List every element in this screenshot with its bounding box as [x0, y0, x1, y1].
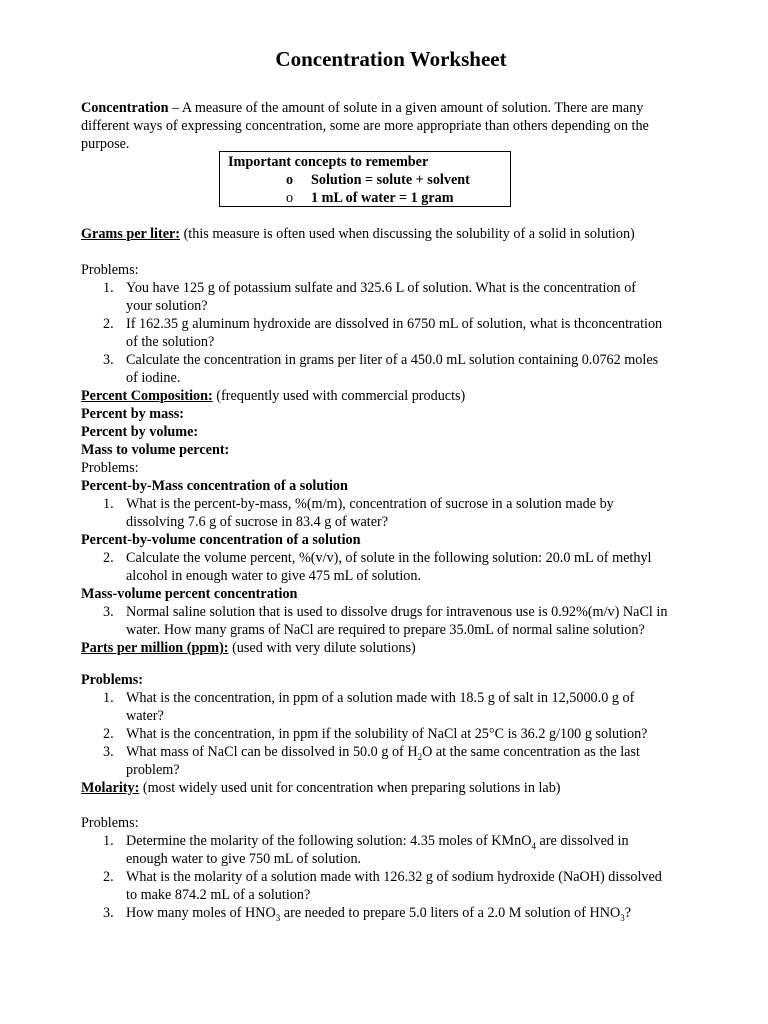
problems-label: Problems:	[81, 672, 143, 688]
list-item	[81, 832, 701, 868]
concept-text: 1 mL of water = 1 gram	[311, 190, 454, 206]
problem-list	[81, 832, 701, 922]
percent-composition-heading: Percent Composition:	[81, 388, 213, 404]
item-text	[126, 743, 701, 761]
text-segment: O at the same concentration as the last	[422, 744, 640, 760]
intro-line-3: purpose.	[81, 136, 130, 152]
item-number: 1.	[103, 496, 114, 512]
list-item	[81, 351, 701, 387]
item-text	[126, 904, 701, 922]
list-item	[81, 603, 701, 639]
list-item	[81, 743, 701, 779]
concept-item	[228, 171, 502, 189]
percent-by-volume-label: Percent by volume:	[81, 424, 199, 440]
grams-per-liter-heading: Grams per liter:	[81, 226, 181, 242]
item-text: problem?	[126, 762, 180, 778]
item-number: 2.	[103, 550, 114, 566]
bullet-marker: o	[286, 172, 294, 188]
problem-list	[81, 603, 701, 639]
text-segment: ?	[624, 905, 632, 921]
list-item	[81, 689, 701, 725]
text-segment: What mass of NaCl can be dissolved in 50.0 g of H	[126, 744, 418, 760]
grams-per-liter-section	[81, 261, 701, 657]
problem-list	[81, 495, 701, 531]
list-item	[81, 904, 701, 922]
item-number: 2.	[103, 726, 114, 742]
concept-text: Solution = solute + solvent	[311, 172, 470, 188]
intro-line-1: – A measure of the amount of solute in a given amount of solution. There are many	[168, 100, 644, 116]
item-text: You have 125 g of potassium sulfate and 325.6 L of solution. What is the concentration of	[126, 280, 637, 296]
item-text: of the solution?	[126, 334, 215, 350]
problems-label: Problems:	[81, 815, 139, 831]
list-item	[81, 495, 701, 531]
subheading: Mass-volume percent concentration	[81, 586, 298, 602]
list-item	[81, 279, 701, 315]
item-text: Normal saline solution that is used to dissolve drugs for intravenous use is 0.92%(m/v) NaCl in	[126, 604, 668, 620]
bullet-marker: o	[286, 190, 294, 206]
subscript: 2	[417, 751, 423, 762]
item-text: to make 874.2 mL of a solution?	[126, 887, 311, 903]
intro-line-2: different ways of expressing concentration, some are more appropriate than others depending on the	[81, 118, 649, 134]
problem-list	[81, 549, 701, 585]
molarity-desc: (most widely used unit for concentration when preparing solutions in lab)	[139, 780, 561, 796]
concepts-box	[219, 151, 511, 207]
ppm-section	[81, 671, 701, 797]
list-item	[81, 315, 701, 351]
item-number: 2.	[103, 869, 114, 885]
text-segment: Determine the molarity of the following solution: 4.35 moles of KMnO	[126, 833, 532, 849]
percent-composition-desc: (frequently used with commercial products)	[212, 388, 466, 404]
page-title: Concentration Worksheet	[275, 47, 507, 71]
item-number: 3.	[103, 352, 114, 368]
item-text: What is the molarity of a solution made with 126.32 g of sodium hydroxide (NaOH) dissolved	[126, 869, 662, 885]
item-number: 1.	[103, 280, 114, 296]
intro-term: Concentration	[81, 100, 169, 116]
problem-list	[81, 279, 701, 387]
item-text: What is the concentration, in ppm of a solution made with 18.5 g of salt in 12,5000.0 g of	[126, 690, 635, 706]
subscript: 3	[275, 912, 281, 923]
problem-list	[81, 689, 701, 779]
item-text: Calculate the concentration in grams per liter of a 450.0 mL solution containing 0.0762 moles	[126, 352, 659, 368]
item-text: water?	[126, 708, 164, 724]
list-item	[81, 725, 701, 743]
molarity-section	[81, 814, 701, 922]
item-text: enough water to give 750 mL of solution.	[126, 851, 362, 867]
item-text: What is the percent-by-mass, %(m/m), concentration of sucrose in a solution made by	[126, 496, 614, 512]
problems-label: Problems:	[81, 460, 139, 476]
item-text: of iodine.	[126, 370, 181, 386]
text-segment: are needed to prepare 5.0 liters of a 2.0 M solution of HNO	[280, 905, 621, 921]
item-number: 3.	[103, 604, 114, 620]
item-text: What is the concentration, in ppm if the solubility of NaCl at 25°C is 36.2 g/100 g solution?	[126, 726, 648, 742]
item-number: 1.	[103, 690, 114, 706]
concept-item	[228, 189, 502, 207]
subheading: Percent-by-Mass concentration of a solution	[81, 478, 348, 494]
grams-per-liter-heading-line	[81, 225, 701, 243]
molarity-heading: Molarity:	[81, 780, 140, 796]
item-number: 1.	[103, 833, 114, 849]
item-number: 3.	[103, 905, 114, 921]
item-text: your solution?	[126, 298, 208, 314]
ppm-heading: Parts per million (ppm):	[81, 640, 229, 656]
concepts-heading: Important concepts to remember	[228, 154, 429, 170]
item-text: Calculate the volume percent, %(v/v), of solute in the following solution: 20.0 mL of methyl	[126, 550, 652, 566]
percent-by-mass-label: Percent by mass:	[81, 406, 184, 422]
item-text: dissolving 7.6 g of sucrose in 83.4 g of water?	[126, 514, 389, 530]
item-text: alcohol in enough water to give 475 mL of solution.	[126, 568, 421, 584]
intro-paragraph	[81, 99, 701, 153]
problems-label: Problems:	[81, 262, 139, 278]
item-number: 3.	[103, 744, 114, 760]
item-text: water. How many grams of NaCl are required to prepare 35.0mL of normal saline solution?	[126, 622, 645, 638]
ppm-desc: (used with very dilute solutions)	[228, 640, 416, 656]
mass-volume-label: Mass to volume percent:	[81, 442, 230, 458]
subheading: Percent-by-volume concentration of a solution	[81, 532, 361, 548]
subscript: 4	[531, 840, 536, 851]
grams-per-liter-desc: (this measure is often used when discussing the solubility of a solid in solution)	[180, 226, 635, 242]
item-number: 2.	[103, 316, 114, 332]
list-item	[81, 549, 701, 585]
item-text: If 162.35 g aluminum hydroxide are dissolved in 6750 mL of solution, what is thconcentration	[126, 316, 663, 332]
item-text	[126, 832, 701, 850]
text-segment: are dissolved in	[535, 833, 629, 849]
list-item	[81, 868, 701, 904]
subscript: 3	[620, 912, 625, 923]
text-segment: How many moles of HNO	[126, 905, 276, 921]
